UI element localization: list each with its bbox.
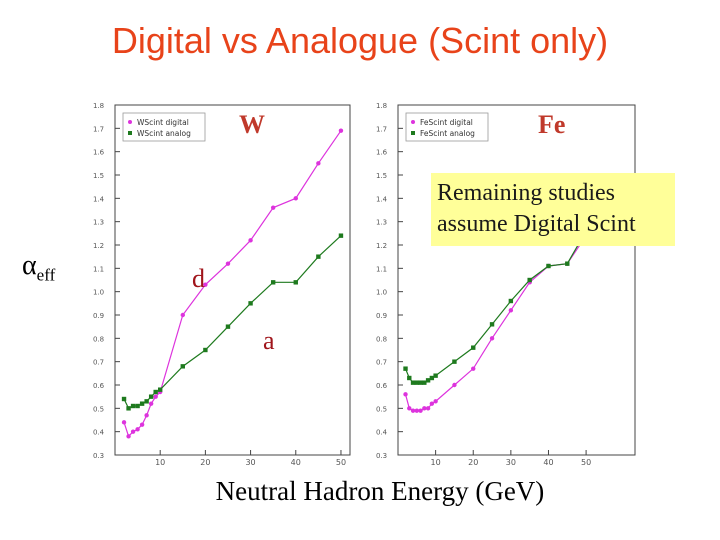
fe-y-tick-label: 1.5: [376, 172, 388, 180]
w-analog-point: [144, 399, 148, 403]
fe-y-tick-label: 1.0: [376, 288, 388, 297]
w-x-tick-label: 20: [200, 458, 211, 467]
fe-legend-label: FeScint analog: [420, 129, 475, 138]
w-analog-point: [149, 394, 153, 398]
fe-analog-point: [433, 373, 437, 377]
w-analog-point: [203, 348, 207, 352]
fe-legend-marker: [411, 120, 415, 124]
digital-marker-label: d: [192, 264, 205, 293]
fe-analog-point: [471, 345, 475, 349]
fe-digital-point: [411, 408, 415, 412]
w-x-tick-label: 50: [335, 458, 347, 467]
fe-y-tick-label: 1.8: [376, 102, 388, 110]
fe-digital-point: [407, 406, 411, 410]
w-y-tick-label: 0.9: [93, 312, 105, 320]
fe-analog-point: [426, 378, 430, 382]
fe-analog-point: [527, 278, 531, 282]
w-y-tick-label: 0.7: [93, 358, 105, 367]
w-digital-point: [339, 128, 343, 132]
w-x-tick-label: 30: [245, 458, 256, 467]
fe-y-tick-label: 0.8: [376, 335, 388, 344]
alpha-symbol: α: [22, 250, 37, 281]
w-digital-point: [144, 413, 148, 417]
w-legend-label: WScint digital: [137, 118, 189, 127]
fe-y-tick-label: 0.4: [376, 428, 388, 437]
fe-y-tick-label: 0.9: [376, 312, 388, 320]
fe-x-tick-label: 30: [505, 458, 516, 467]
fe-x-tick-label: 20: [468, 458, 479, 467]
w-analog-point: [140, 401, 144, 405]
w-analog-point: [122, 397, 126, 401]
w-analog-point: [126, 406, 130, 410]
fe-analog-point: [565, 261, 569, 265]
fe-y-tick-label: 1.3: [376, 218, 388, 227]
w-y-tick-label: 0.6: [93, 382, 105, 390]
fe-x-tick-label: 40: [543, 458, 554, 467]
w-digital-point: [271, 205, 275, 209]
w-y-tick-label: 1.5: [93, 172, 105, 180]
fe-analog-point: [509, 299, 513, 303]
w-digital-point: [149, 401, 153, 405]
w-y-tick-label: 0.5: [93, 405, 105, 414]
w-y-tick-label: 1.6: [93, 148, 105, 157]
y-axis-subscript: eff: [36, 265, 56, 285]
fe-digital-point: [422, 406, 426, 410]
w-analog-point: [135, 404, 139, 408]
fe-x-tick-label: 10: [430, 458, 441, 467]
w-digital-point: [153, 394, 157, 398]
w-digital-point: [122, 420, 126, 424]
w-y-tick-label: 1.0: [93, 288, 105, 297]
w-y-tick-label: 0.8: [93, 335, 105, 344]
fe-analog-point: [546, 264, 550, 268]
w-y-tick-label: 1.8: [93, 102, 105, 110]
w-digital-point: [316, 161, 320, 165]
analog-marker-label: a: [263, 326, 275, 355]
w-analog-point: [248, 301, 252, 305]
w-legend-label: WScint analog: [137, 129, 191, 138]
fe-x-tick-label: 50: [581, 458, 592, 467]
w-series-analog-line: [124, 236, 341, 409]
w-digital-point: [294, 196, 298, 200]
fe-digital-point: [509, 308, 513, 312]
fe-digital-point: [452, 383, 456, 387]
w-y-tick-label: 1.4: [93, 195, 105, 204]
w-y-tick-label: 0.3: [93, 452, 105, 460]
fe-series-analog-line: [406, 231, 587, 383]
w-digital-point: [140, 422, 144, 426]
w-y-tick-label: 1.2: [93, 242, 105, 250]
w-digital-point: [226, 261, 230, 265]
fe-analog-point: [403, 366, 407, 370]
fe-digital-point: [418, 408, 422, 412]
w-analog-point: [131, 404, 135, 408]
w-y-tick-label: 0.4: [93, 428, 105, 437]
fe-digital-point: [415, 408, 419, 412]
w-digital-point: [131, 429, 135, 433]
w-analog-point: [181, 364, 185, 368]
fe-analog-point: [452, 359, 456, 363]
fe-y-tick-label: 1.2: [376, 242, 388, 250]
fe-y-tick-label: 1.4: [376, 195, 388, 204]
w-analog-point: [271, 280, 275, 284]
w-analog-point: [294, 280, 298, 284]
fe-analog-point: [415, 380, 419, 384]
w-digital-point: [248, 238, 252, 242]
fe-digital-point: [490, 336, 494, 340]
w-y-tick-label: 1.1: [93, 265, 105, 274]
fe-y-tick-label: 1.6: [376, 148, 388, 157]
panel-title-fe: Fe: [538, 110, 566, 139]
fe-analog-point: [407, 376, 411, 380]
note-box: [431, 173, 675, 246]
fe-y-tick-label: 0.3: [376, 452, 388, 460]
fe-y-tick-label: 1.7: [376, 125, 388, 134]
w-digital-point: [126, 434, 130, 438]
w-digital-point: [181, 313, 185, 317]
x-axis-label: Neutral Hadron Energy (GeV): [215, 476, 545, 506]
fe-digital-point: [403, 392, 407, 396]
w-x-tick-label: 40: [290, 458, 301, 467]
fe-legend-label: FeScint digital: [420, 118, 473, 127]
fe-analog-point: [418, 380, 422, 384]
w-digital-point: [135, 427, 139, 431]
w-analog-point: [339, 233, 343, 237]
fe-digital-point: [433, 399, 437, 403]
w-analog-point: [226, 324, 230, 328]
w-analog-point: [153, 390, 157, 394]
fe-legend-marker: [411, 131, 415, 135]
w-analog-point: [158, 387, 162, 391]
fe-analog-point: [411, 380, 415, 384]
fe-series-digital-line: [406, 236, 587, 411]
fe-y-tick-label: 1.1: [376, 265, 388, 274]
panel-title-w: W: [239, 110, 265, 139]
fe-y-tick-label: 0.5: [376, 405, 388, 414]
note-line-2: assume Digital Scint: [437, 211, 636, 237]
w-legend-marker: [128, 120, 132, 124]
fe-digital-point: [471, 366, 475, 370]
fe-digital-point: [426, 406, 430, 410]
w-legend-marker: [128, 131, 132, 135]
w-analog-point: [316, 254, 320, 258]
w-x-tick-label: 10: [155, 458, 166, 467]
w-y-tick-label: 1.7: [93, 125, 105, 134]
fe-y-tick-label: 0.6: [376, 382, 388, 390]
fe-digital-point: [430, 401, 434, 405]
fe-analog-point: [422, 380, 426, 384]
note-line-1: Remaining studies: [437, 180, 615, 206]
w-y-tick-label: 1.3: [93, 218, 105, 227]
fe-analog-point: [490, 322, 494, 326]
fe-y-tick-label: 0.7: [376, 358, 388, 367]
page-title: Digital vs Analogue (Scint only): [111, 20, 609, 61]
fe-analog-point: [430, 376, 434, 380]
